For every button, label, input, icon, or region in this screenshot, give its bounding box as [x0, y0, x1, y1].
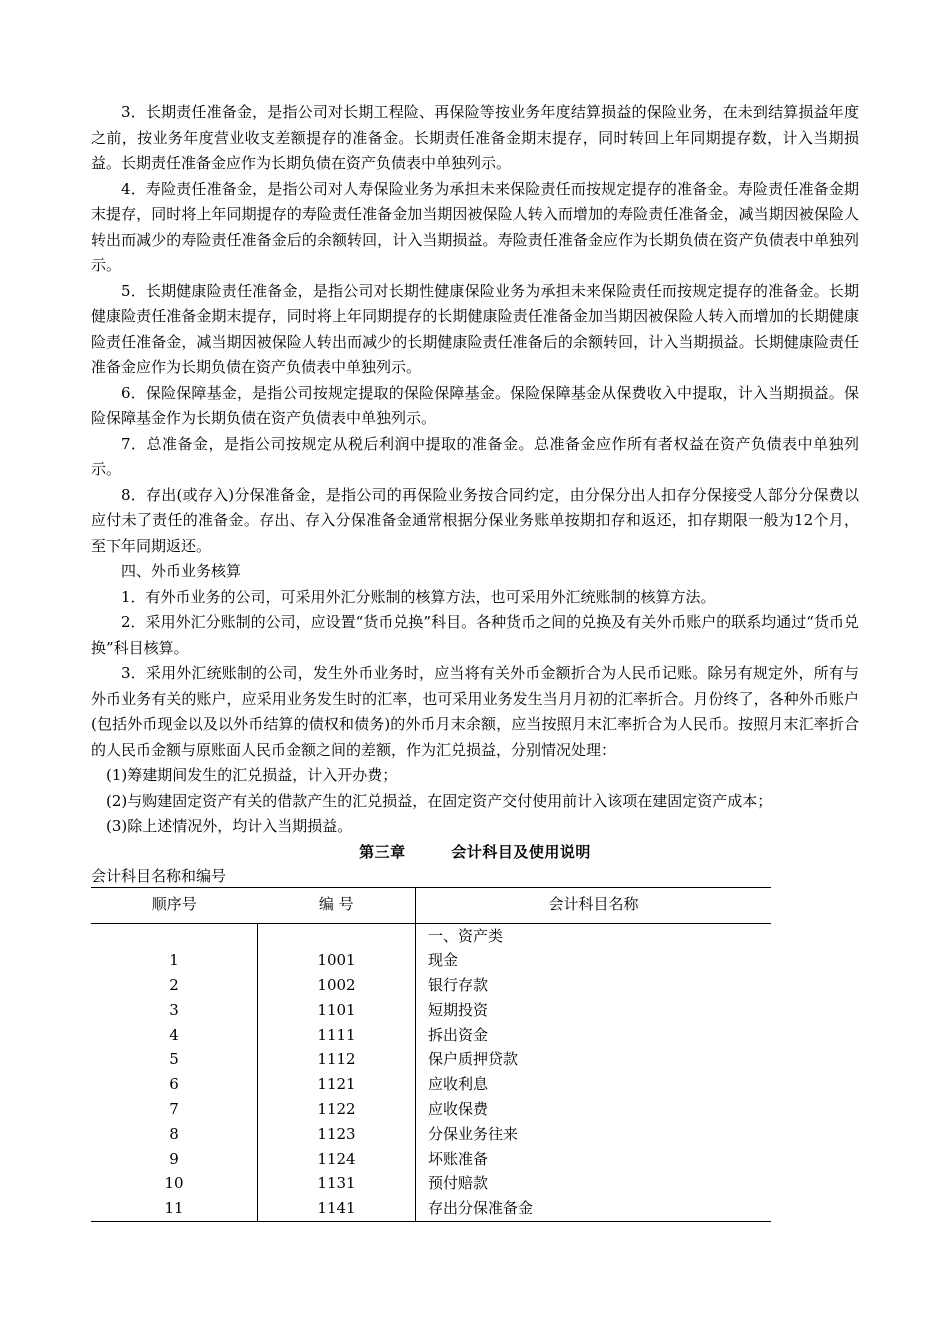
row-account-name: 应收保费	[428, 1100, 489, 1119]
row-account-name: 短期投资	[428, 1000, 489, 1019]
list-item: (2)与购建固定资产有关的借款产生的汇兑损益，在固定资产交付使用前计入该项在建固定资产成本；	[106, 791, 773, 810]
row-sequence: 1	[91, 948, 258, 973]
row-sequence: 5	[91, 1047, 258, 1072]
table-category-row	[91, 923, 771, 948]
chapter-title: 第三章 会计科目及使用说明	[359, 842, 591, 861]
paragraph-insurance-protection-fund: 6．保险保障基金，是指公司按规定提取的保险保障基金。保险保障基金从保费收入中提取，计入当期损益。保险保障基金作为长期负债在资产负债表中单独列示。	[91, 383, 859, 427]
row-code: 1101	[258, 998, 416, 1023]
header-account-name: 会计科目名称	[416, 887, 772, 923]
row-account-name: 存出分保准备金	[416, 1196, 772, 1221]
document-body	[91, 100, 859, 1222]
category-label: 一、资产类	[428, 926, 504, 945]
paragraph-long-term-liability-reserve: 3．长期责任准备金，是指公司对长期工程险、再保险等按业务年度结算损益的保险业务，在未到结算损益年度之前，按业务年度营业收支差额提存的准备金。长期责任准备金期末提存，同时转回上年同期提存数，计入当期损益。长期责任准备金应作为长期负债在资产负债表中单独列示。	[91, 103, 859, 172]
table-row	[91, 973, 771, 998]
table-row	[91, 948, 771, 973]
row-code: 1001	[258, 948, 416, 973]
row-account-name: 银行存款	[428, 976, 489, 995]
paragraph-foreign-currency-1: 1．有外币业务的公司，可采用外汇分账制的核算方法，也可采用外汇统账制的核算方法。	[121, 587, 716, 606]
accounts-table	[91, 887, 771, 1223]
header-sequence: 顺序号	[91, 887, 258, 923]
list-item: (3)除上述情况外，均计入当期损益。	[106, 817, 353, 835]
table-row	[91, 1072, 771, 1097]
row-code: 1111	[258, 1023, 416, 1048]
paragraph-foreign-currency-3: 3．采用外汇统账制的公司，发生外币业务时，应当将有关外币金额折合为人民币记账。除另有规定外，所有与外币业务有关的账户，应采用业务发生时的汇率，也可采用业务发生当月月初的汇率折合。月份终了，各种外币账户(包括外币现金以及以外币结算的债权和债务)的外币月末余额，应当按照月末汇率折合为人民币。按照月末汇率折合的人民币金额与原账面人民币金额之间的差额，作为汇兑损益，分别情况处理：	[91, 664, 859, 759]
section-heading-foreign-currency: 四、外币业务核算	[121, 562, 242, 580]
row-sequence: 2	[91, 973, 258, 998]
paragraph-long-term-health-reserve: 5．长期健康险责任准备金，是指公司对长期性健康保险业务为承担未来保险责任而按规定提存的准备金。长期健康险责任准备金期末提存，同时将上年同期提存的长期健康险责任准备金加当期因被保险人转入而增加的长期健康险责任准备金，减当期因被保险人转出而减少的长期健康险责任准备后的余额转回，计入当期损益。长期健康险责任准备金应作为长期负债在资产负债表中单独列示。	[91, 281, 859, 376]
row-code: 1002	[258, 973, 416, 998]
header-code: 编 号	[258, 887, 416, 923]
row-account-name: 拆出资金	[428, 1025, 489, 1044]
row-account-name: 分保业务往来	[428, 1124, 519, 1143]
table-row	[91, 1147, 771, 1172]
row-code: 1122	[258, 1097, 416, 1122]
row-sequence: 8	[91, 1122, 258, 1147]
row-code: 1141	[258, 1196, 416, 1221]
table-row	[91, 1023, 771, 1048]
row-sequence: 11	[91, 1196, 258, 1221]
row-account-name: 应收利息	[428, 1075, 489, 1094]
table-caption: 会计科目名称和编号	[91, 866, 227, 885]
row-account-name: 现金	[428, 951, 459, 970]
row-sequence: 7	[91, 1097, 258, 1122]
row-code: 1131	[258, 1171, 416, 1196]
row-code: 1121	[258, 1072, 416, 1097]
row-code: 1112	[258, 1047, 416, 1072]
row-code: 1124	[258, 1147, 416, 1172]
table-row	[91, 998, 771, 1023]
row-account-name: 坏账准备	[428, 1149, 489, 1168]
row-sequence: 4	[91, 1023, 258, 1048]
table-header-row	[91, 887, 771, 923]
table-row	[91, 1097, 771, 1122]
list-item: (1)筹建期间发生的汇兑损益，计入开办费；	[106, 766, 398, 784]
table-row	[91, 1196, 771, 1221]
row-sequence: 6	[91, 1072, 258, 1097]
row-account-name: 保户质押贷款	[428, 1050, 519, 1069]
paragraph-foreign-currency-2: 2．采用外汇分账制的公司，应设置“货币兑换”科目。各种货币之间的兑换及有关外币账户的联系均通过“货币兑换”科目核算。	[91, 613, 859, 657]
table-row	[91, 1171, 771, 1196]
paragraph-reinsurance-reserve: 8．存出(或存入)分保准备金，是指公司的再保险业务按合同约定，由分保分出人扣存分保接受人部分分保费以应付未了责任的准备金。存出、存入分保准备金通常根据分保业务账单按期扣存和返还，扣存期限一般为12个月，至下年同期返还。	[91, 485, 859, 555]
table-row	[91, 1047, 771, 1072]
paragraph-general-reserve: 7．总准备金，是指公司按规定从税后利润中提取的准备金。总准备金应作所有者权益在资产负债表中单独列示。	[91, 434, 859, 478]
table-row	[91, 1122, 771, 1147]
table-body	[91, 923, 771, 1222]
paragraph-life-insurance-reserve: 4．寿险责任准备金，是指公司对人寿保险业务为承担未来保险责任而按规定提存的准备金。寿险责任准备金期末提存，同时将上年同期提存的寿险责任准备金加当期因被保险人转入而增加的寿险责任准备金，减当期因被保险人转出而减少的寿险责任准备金后的余额转回，计入当期损益。寿险责任准备金应作为长期负债在资产负债表中单独列示。	[91, 179, 859, 274]
row-code: 1123	[258, 1122, 416, 1147]
row-sequence: 9	[91, 1147, 258, 1172]
row-sequence: 10	[91, 1171, 258, 1196]
row-sequence: 3	[91, 998, 258, 1023]
row-account-name: 预付赔款	[428, 1174, 489, 1193]
